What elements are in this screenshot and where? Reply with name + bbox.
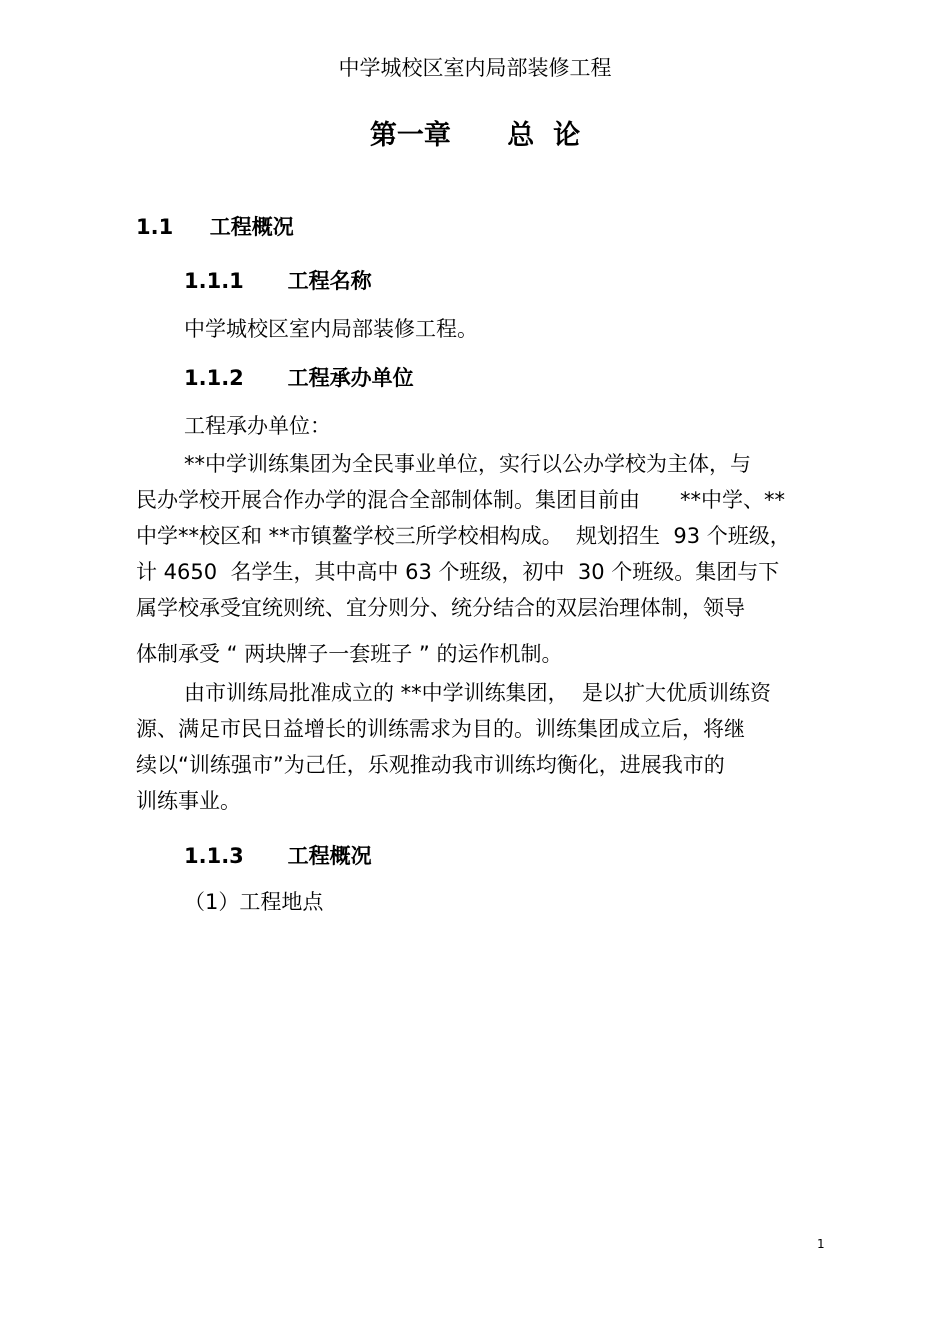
list-item-project-location: （1）工程地点: [184, 890, 324, 914]
subsection-heading-1-1-2: 1.1.2 工程承办单位: [184, 366, 414, 390]
running-header: 中学城校区室内局部装修工程: [338, 56, 612, 80]
paragraph-line: 中学**校区和 **市镇鳌学校三所学校相构成。 规划招生 93 个班级，: [136, 524, 791, 548]
paragraph-line: **中学训练集团为全民事业单位，实行以公办学校为主体，与: [184, 452, 751, 476]
page-number: 1: [817, 1237, 825, 1251]
chapter-title: 第一章 总 论: [369, 120, 581, 151]
paragraph-line: 训练事业。: [136, 789, 241, 813]
paragraph-line: 由市训练局批准成立的 **中学训练集团， 是以扩大优质训练资: [184, 681, 772, 705]
paragraph-line: 续以“训练强市”为己任，乐观推动我市训练均衡化，进展我市的: [136, 753, 725, 777]
subsection-heading-1-1-3: 1.1.3 工程概况: [184, 844, 372, 868]
paragraph-line: 属学校承受宜统则统、宜分则分、统分结合的双层治理体制，领导: [136, 596, 745, 620]
subsection-heading-1-1-1: 1.1.1 工程名称: [184, 269, 372, 293]
paragraph-line: 体制承受 “ 两块牌子一套班子 ” 的运作机制。: [136, 642, 563, 666]
undertaking-unit-intro: 工程承办单位：: [184, 414, 331, 438]
paragraph-line: 计 4650 名学生，其中高中 63 个班级，初中 30 个班级。集团与下: [136, 560, 780, 584]
paragraph-line: 民办学校开展合作办学的混合全部制体制。集团目前由 **中学、**: [136, 488, 786, 512]
section-heading-1-1: 1.1 工程概况: [136, 215, 294, 239]
paragraph-line: 源、满足市民日益增长的训练需求为目的。训练集团成立后，将继: [136, 717, 745, 741]
project-name-text: 中学城校区室内局部装修工程。: [184, 317, 478, 341]
